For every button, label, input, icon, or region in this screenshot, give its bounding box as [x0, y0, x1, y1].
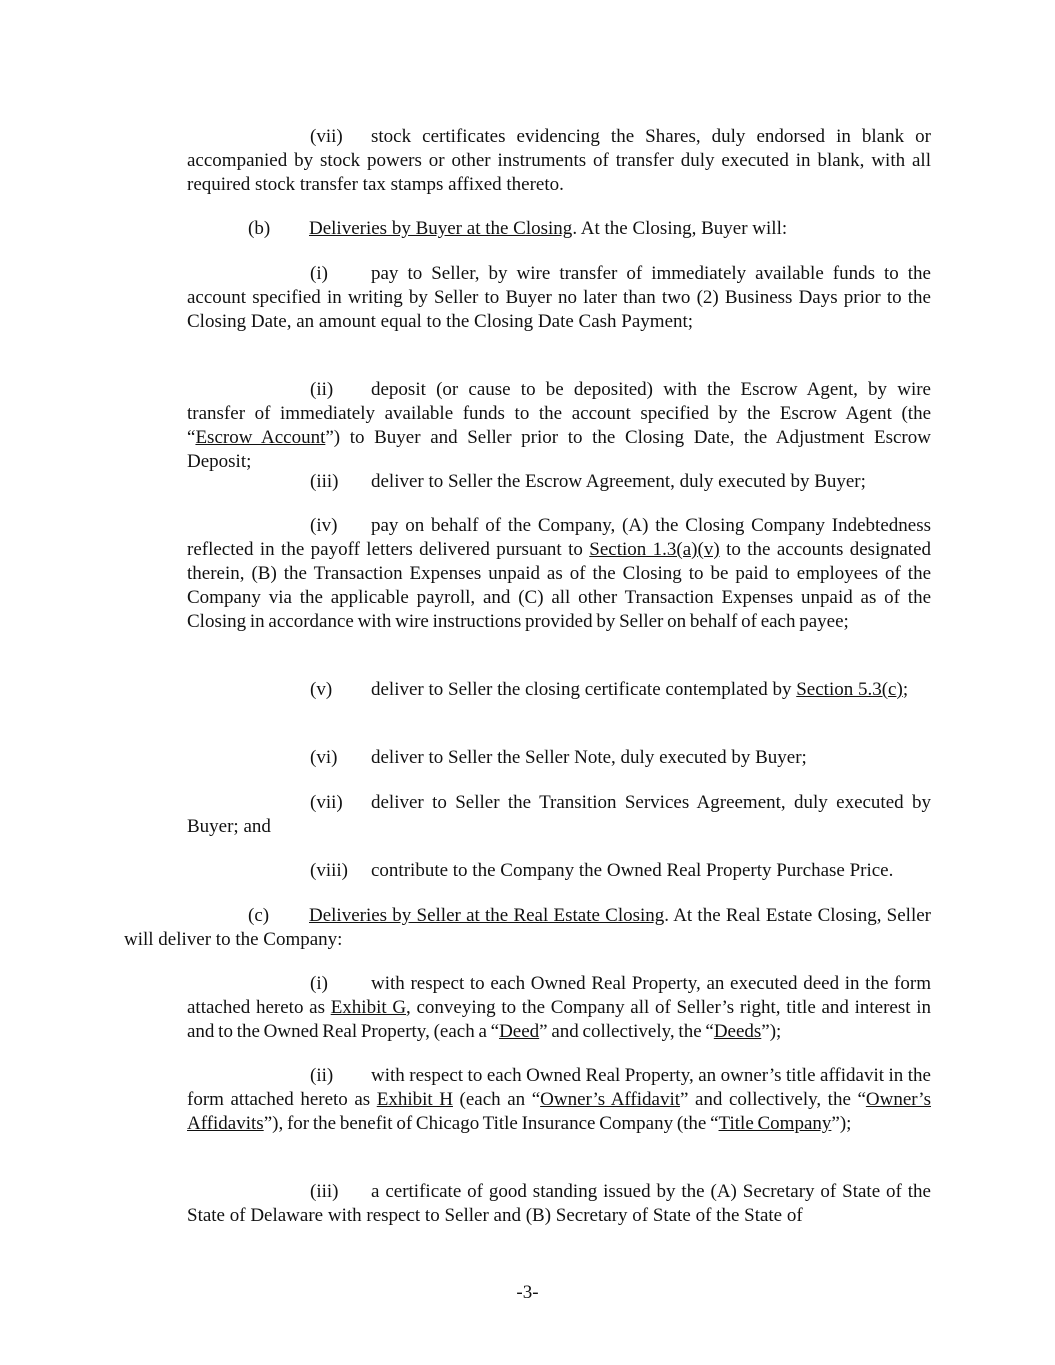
clause-text: ”);: [761, 1021, 782, 1042]
clause-text: contribute to the Company the Owned Real Property Purchase Price.: [371, 860, 894, 881]
exhibit-reference-link[interactable]: Exhibit H: [376, 1089, 453, 1110]
clause-label: (iii): [310, 471, 339, 492]
clause-text: a certificate of good standing issued by the (A) Secretary of State of the State of Delaware with respect to Seller and (B) Secretary of State of the State of: [187, 1181, 931, 1226]
defined-term: Title Company: [718, 1113, 832, 1134]
clause-b-vii: [187, 791, 931, 839]
clause-text: (each an “: [452, 1089, 541, 1110]
clause-label: (v): [310, 679, 333, 700]
clause-text: deposit (or cause to be deposited) with the Escrow Agent, by wire transfer of immediately available funds to the account specified by the Escrow Agent (the “: [187, 379, 931, 448]
clause-text: ”);: [831, 1113, 852, 1134]
section-label: (b): [248, 218, 271, 239]
clause-label: (viii): [310, 860, 348, 881]
clause-text: with respect to each Owned Real Property, an executed deed in the form attached hereto as: [187, 973, 931, 1018]
page-number: -3-: [516, 1282, 539, 1303]
clause-text: ” and collectively, the “: [539, 1021, 714, 1042]
clause-b-viii: [187, 859, 931, 883]
clause-b-i: [187, 262, 931, 334]
clause-text: pay on behalf of the Company, (A) the Closing Company Indebtedness reflected in the payoff letters delivered pursuant to: [187, 515, 931, 560]
clause-c-ii: [187, 1064, 931, 1136]
section-c: [124, 904, 931, 952]
clause-c-iii: [187, 1180, 931, 1228]
section-reference-link[interactable]: Section 1.3(a)(v): [589, 539, 720, 560]
clause-text: pay to Seller, by wire transfer of immediately available funds to the account specified in writing by Seller to Buyer no later than two (2) Business Days prior to the Closing Date, an amount equal to the Closing Date Cash Payment;: [187, 263, 931, 332]
clause-text: ” and collectively, the “: [680, 1089, 866, 1110]
clause-label: (iii): [310, 1181, 339, 1202]
defined-term: Deed: [499, 1021, 540, 1042]
clause-text: deliver to Seller the Transition Services Agreement, duly executed by Buyer; and: [187, 792, 931, 837]
defined-term: Escrow Account: [195, 427, 326, 448]
section-reference-link[interactable]: Section 5.3(c): [796, 679, 903, 700]
clause-b-iv: [187, 514, 931, 634]
clause-a-vii: [187, 125, 931, 197]
clause-label: (i): [310, 263, 328, 284]
clause-label: (vi): [310, 747, 338, 768]
clause-c-i: [187, 972, 931, 1044]
section-text: . At the Real Estate Closing, Seller will deliver to the Company:: [124, 905, 931, 950]
section-heading: Deliveries by Seller at the Real Estate Closing: [309, 905, 665, 926]
section-heading: Deliveries by Buyer at the Closing: [309, 218, 573, 239]
clause-b-vi: [187, 746, 931, 770]
exhibit-reference-link[interactable]: Exhibit G: [330, 997, 407, 1018]
defined-term: Owner’s Affidavits: [187, 1089, 931, 1134]
clause-text: stock certificates evidencing the Shares, duly endorsed in blank or accompanied by stock powers or other instruments of transfer duly executed in blank, with all required stock transfer tax stamps affixed thereto.: [187, 126, 931, 195]
section-label: (c): [248, 905, 270, 926]
clause-b-v: [187, 678, 931, 702]
clause-label: (i): [310, 973, 328, 994]
clause-text: ”) to Buyer and Seller prior to the Closing Date, the Adjustment Escrow Deposit;: [187, 427, 931, 472]
clause-text: ;: [902, 679, 909, 700]
clause-b-ii: [187, 378, 931, 474]
clause-text: , conveying to the Company all of Seller’s right, title and interest in and to the Owned Real Property, (each a “: [187, 997, 931, 1042]
clause-text: deliver to Seller the closing certificate contemplated by: [371, 679, 797, 700]
clause-text: ”), for the benefit of Chicago Title Insurance Company (the “: [263, 1113, 719, 1134]
defined-term: Deeds: [713, 1021, 762, 1042]
clause-text: deliver to Seller the Escrow Agreement, duly executed by Buyer;: [371, 471, 866, 492]
clause-label: (iv): [310, 515, 338, 536]
clause-label: (vii): [310, 126, 343, 147]
clause-text: to the accounts designated therein, (B) the Transaction Expenses unpaid as of the Closing to be paid to employees of the Company via the applicable payroll, and (C) all other Transaction Expenses unpaid as of the Closing in accordance with wire instructions provided by Seller on behalf of each payee;: [187, 539, 932, 632]
clause-b-iii: [187, 470, 931, 494]
section-text: . At the Closing, Buyer will:: [572, 218, 788, 239]
clause-text: with respect to each Owned Real Property, an owner’s title affidavit in the form attached hereto as: [187, 1065, 931, 1110]
clause-label: (ii): [310, 379, 334, 400]
clause-label: (ii): [310, 1065, 334, 1086]
section-b: [248, 217, 931, 241]
clause-label: (vii): [310, 792, 343, 813]
defined-term: Owner’s Affidavit: [540, 1089, 681, 1110]
clause-text: deliver to Seller the Seller Note, duly executed by Buyer;: [371, 747, 807, 768]
